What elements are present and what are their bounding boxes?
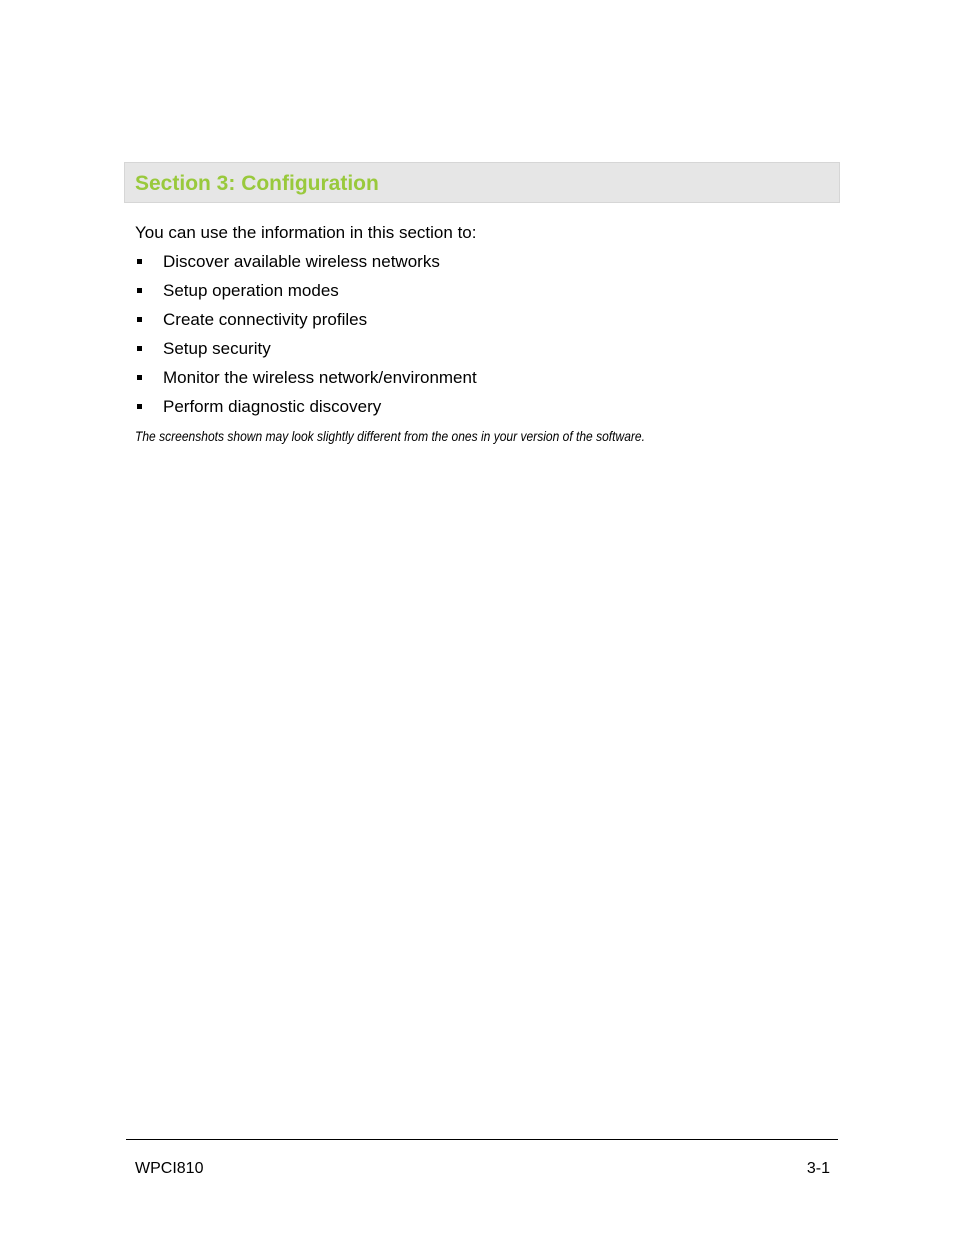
square-bullet-icon <box>137 404 142 409</box>
square-bullet-icon <box>137 288 142 293</box>
footer-product-name: WPCI810 <box>135 1160 204 1177</box>
list-item-text: Monitor the wireless network/environment <box>163 368 477 387</box>
list-item-text: Perform diagnostic discovery <box>163 397 382 416</box>
list-item-text: Discover available wireless networks <box>163 252 440 271</box>
list-item-text: Setup operation modes <box>163 281 339 300</box>
square-bullet-icon <box>137 346 142 351</box>
list-item-text: Create connectivity profiles <box>163 310 368 329</box>
intro-text: You can use the information in this section to: <box>135 223 477 242</box>
list-item-text: Setup security <box>163 339 271 358</box>
section-header <box>124 162 840 203</box>
footer-page-number: 3-1 <box>806 1160 830 1177</box>
square-bullet-icon <box>137 375 142 380</box>
section-title: Section 3: Configuration <box>135 172 379 195</box>
footer-divider <box>126 1139 838 1140</box>
square-bullet-icon <box>137 317 142 322</box>
square-bullet-icon <box>137 259 142 264</box>
screenshot-note: The screenshots shown may look slightly different from the ones in your version of the software. <box>135 428 645 444</box>
